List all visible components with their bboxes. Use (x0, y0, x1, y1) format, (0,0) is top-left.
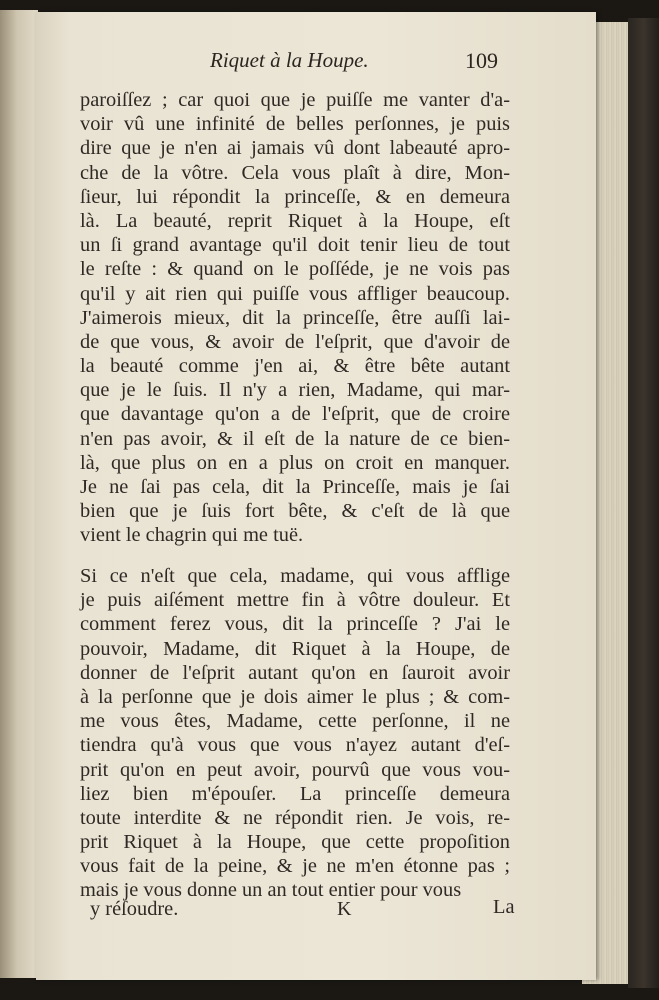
book-cover-edge (628, 18, 659, 988)
text-line: vient le chagrin qui me tuë. (80, 524, 304, 547)
signature-mark: K (337, 898, 352, 920)
text-line: la beauté comme j'en ai, & être bête autant (80, 355, 510, 378)
running-title: Riquet à la Houpe. (210, 48, 369, 72)
text-line: à la perſonne que je dois aimer le plus ; & com- (80, 685, 510, 708)
catchword: La (493, 896, 515, 918)
text-line: qu'il y ait rien qui puiſſe vous affliger beaucoup. (80, 282, 510, 305)
text-line: J'aimerois mieux, dit la princeſſe, être auſſi lai- (80, 306, 510, 329)
text-line: paroiſſez ; car quoi que je puiſſe me vanter d'a- (80, 89, 510, 111)
text-line: pouvoir, Madame, dit Riquet à la Houpe, de (80, 637, 510, 660)
text-line: mais je vous donne un an tout entier pour vous (80, 879, 462, 902)
text-line: je puis aiſément mettre fin à vôtre douleur. Et (80, 589, 510, 612)
text-line: comment ferez vous, dit la princeſſe ? J'ai le (80, 613, 510, 636)
text-line: bien que je ſuis fort bête, & c'eſt de là que (80, 500, 510, 523)
text-line: voir vû une infinité de belles perſonnes, je puis (80, 113, 510, 136)
text-line: che de la vôtre. Cela vous plaît à dire, Mon- (80, 161, 510, 184)
text-line: liez bien m'épouſer. La princeſſe demeura (80, 782, 510, 805)
text-line: un ſi grand avantage qu'il doit tenir lieu de tout (80, 234, 510, 257)
text-line: que je le ſuis. Il n'y a rien, Madame, qui mar- (80, 379, 510, 402)
paragraph-2 (80, 564, 510, 903)
text-line: de que vous, & avoir de l'eſprit, que d'avoir de (80, 330, 510, 353)
text-line: toute interdite & ne répondit rien. Je vois, re- (80, 806, 510, 829)
text-line: tiendra qu'à vous que vous n'ayez autant d'eſ- (80, 734, 510, 757)
text-line: là, que plus on en a plus on croit en manquer. (80, 451, 510, 474)
paragraph-1 (80, 88, 510, 548)
facing-page-edge (0, 10, 38, 978)
text-line: donner de l'eſprit autant qu'on en ſauroit avoir (80, 661, 510, 684)
text-line: prit Riquet à la Houpe, que cette propoſition (80, 831, 510, 854)
text-line: que davantage qu'on a de l'eſprit, que de croire (80, 403, 510, 426)
final-line: y réſoudre. (90, 898, 179, 920)
text-line: Si ce n'eſt que cela, madame, qui vous afflige (80, 565, 510, 587)
text-line: me vous êtes, Madame, cette perſonne, il ne (80, 710, 510, 733)
text-line: n'en pas avoir, & il eſt de la nature de ce bien- (80, 427, 510, 450)
text-line: là. La beauté, reprit Riquet à la Houpe, eſt (80, 209, 510, 232)
text-line: vous fait de la peine, & je ne m'en étonne pas ; (80, 855, 510, 878)
text-line: Je ne ſai pas cela, dit la Princeſſe, mais je ſai (80, 476, 510, 498)
text-line: ſieur, lui répondit la princeſſe, & en demeura (80, 185, 510, 208)
page-number: 109 (465, 48, 498, 73)
text-line: prit qu'on en peut avoir, pourvû que vous vou- (80, 758, 510, 781)
text-line: dire que je n'en ai jamais vû dont labeauté apro- (80, 137, 510, 160)
text-line: le reſte : & quand on le poſſéde, je ne vois pas (80, 258, 510, 281)
